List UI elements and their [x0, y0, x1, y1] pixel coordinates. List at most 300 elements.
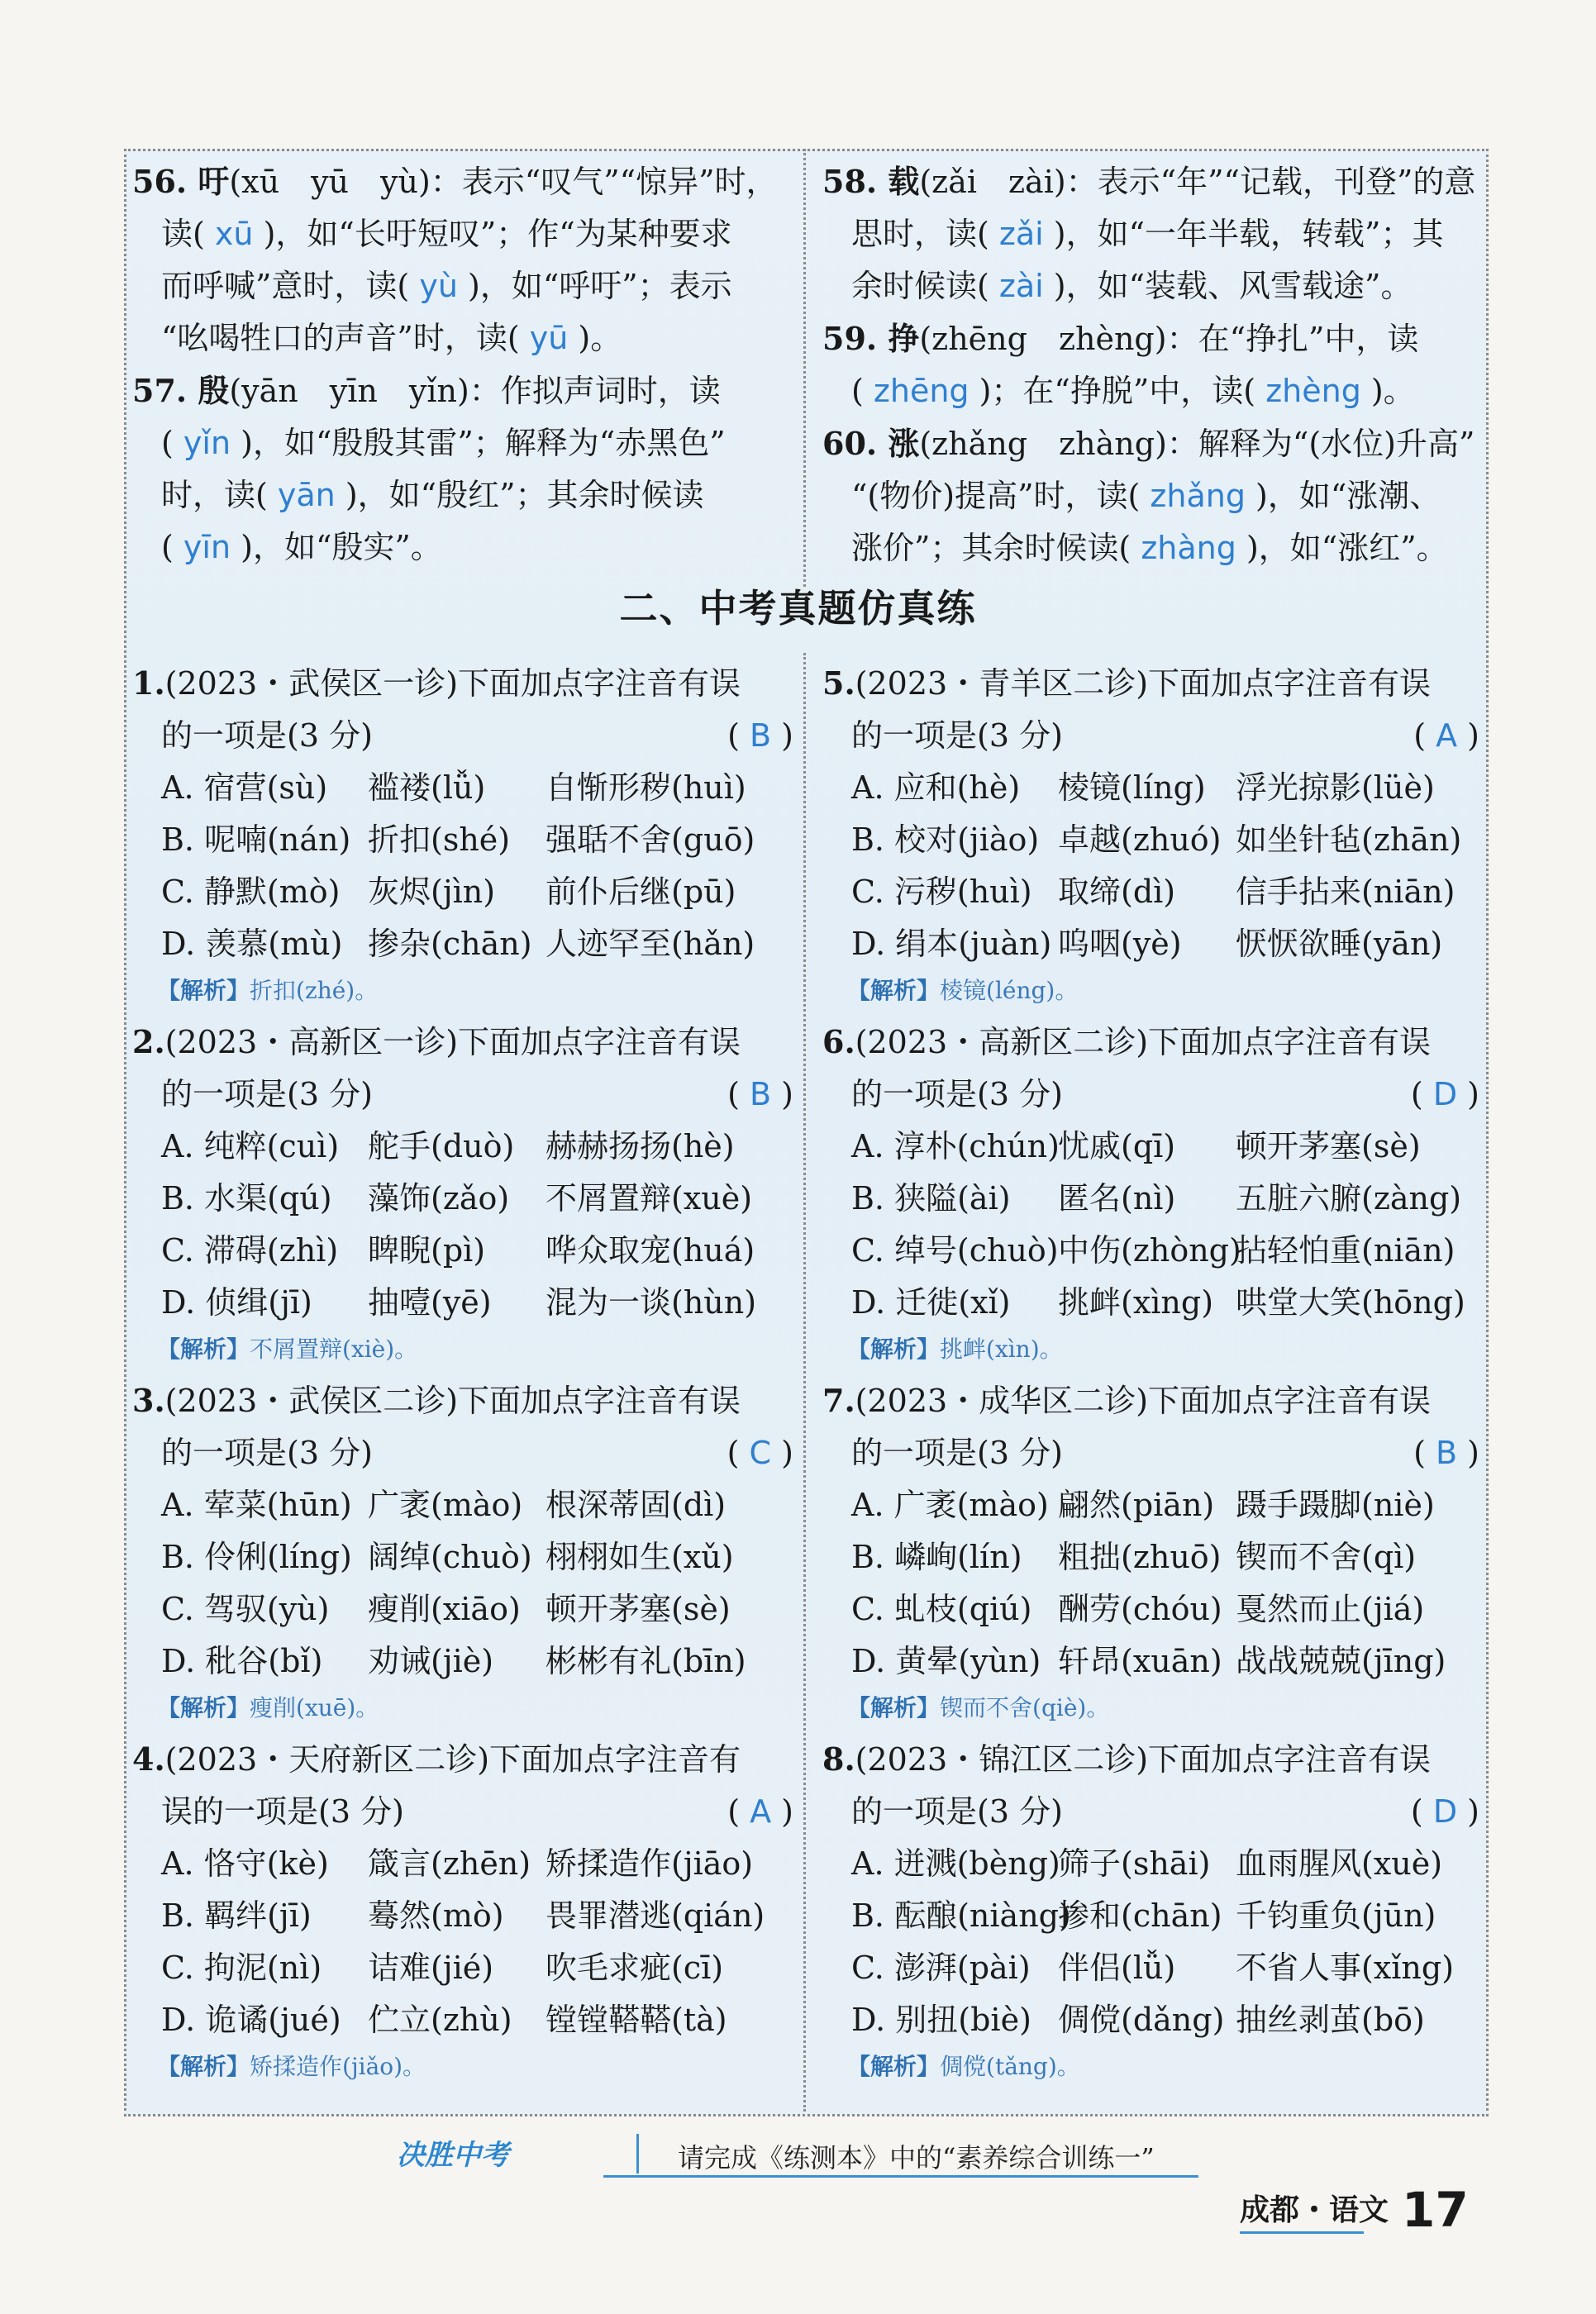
option-word: 箴言(zhēn) — [368, 1845, 531, 1882]
item-57 — [132, 364, 793, 574]
option-word: D. 秕谷(bǐ) — [161, 1643, 323, 1679]
option-row — [132, 1479, 793, 1531]
questions-left-column — [132, 657, 793, 2088]
footer-underline — [603, 2175, 1198, 2178]
answer-fill: zhàng — [1131, 530, 1246, 566]
bracket: ) — [781, 717, 793, 754]
option-word: A. 纯粹(cuì) — [161, 1128, 340, 1164]
analysis-tag: 【解析】 — [847, 977, 941, 1004]
text-segment: )，如“装载、风雪载途”。 — [1053, 268, 1413, 304]
question-number: 3. — [132, 1382, 165, 1419]
answer-fill: zhèng — [1255, 373, 1371, 409]
footer-banner — [397, 2132, 1207, 2182]
option-word: 戛然而止(jiá) — [1236, 1591, 1425, 1627]
questions-right-column — [822, 657, 1479, 2088]
answer-bracket — [727, 710, 793, 762]
option-word: A. 宿营(sù) — [161, 769, 328, 806]
question-text: 的一项是(3 分) — [851, 717, 1063, 754]
option-word: D. 侦缉(jī) — [161, 1284, 312, 1321]
text-line — [132, 208, 793, 260]
answer-letter: A — [1426, 717, 1468, 754]
option-word: C. 拘泥(nì) — [161, 1950, 322, 1986]
option-row — [822, 1942, 1479, 1994]
text-segment: )。 — [578, 320, 622, 356]
question-stem — [822, 657, 1479, 710]
question-text: (2023・高新区一诊)下面加点字注音有误 — [164, 1024, 741, 1060]
text-segment: (yān yīn yǐn)：作拟声词时，读 — [229, 373, 721, 409]
analysis-text: 挑衅(xìn)。 — [940, 1336, 1063, 1363]
option-word: 战战兢兢(jīng) — [1236, 1643, 1446, 1679]
text-segment: )，如“涨红”。 — [1246, 530, 1448, 566]
option-word: C. 驾驭(yù) — [161, 1591, 330, 1627]
option-word: 哄堂大笑(hōng) — [1236, 1284, 1465, 1321]
option-word: 筛子(shāi) — [1058, 1845, 1211, 1882]
option-word: D. 诡谲(jué) — [161, 2002, 341, 2038]
analysis-note — [822, 2046, 1479, 2088]
option-word: C. 澎湃(pài) — [851, 1950, 1031, 1986]
option-word: 粗拙(zhuō) — [1058, 1539, 1222, 1575]
text-line — [132, 260, 793, 312]
option-word: 灰烬(jìn) — [368, 874, 496, 910]
key-char: 挣 — [888, 320, 920, 357]
top-left-column — [132, 155, 793, 574]
question-stem-cont — [132, 1786, 793, 1838]
option-word: 哗众取宠(huá) — [545, 1232, 755, 1269]
bracket: ) — [1467, 717, 1479, 754]
option-row — [132, 1636, 793, 1688]
option-word: B. 伶俐(líng) — [161, 1539, 352, 1575]
answer-fill: yù — [409, 268, 468, 304]
text-segment: “(物价)提高”时，读( — [851, 478, 1141, 514]
option-word: A. 应和(hè) — [851, 769, 1021, 806]
option-word: 血雨腥风(xuè) — [1236, 1845, 1443, 1882]
bracket: ( — [1410, 1076, 1423, 1112]
analysis-tag: 【解析】 — [157, 1694, 250, 1721]
question-stem — [822, 1374, 1479, 1427]
answer-bracket — [727, 1786, 793, 1838]
page-info — [1240, 2182, 1469, 2238]
analysis-tag: 【解析】 — [847, 1694, 941, 1721]
analysis-tag: 【解析】 — [847, 1336, 941, 1363]
option-word: 混为一谈(hùn) — [545, 1284, 757, 1321]
question-text: 的一项是(3 分) — [851, 1076, 1063, 1112]
option-word: B. 校对(jiào) — [851, 821, 1040, 858]
text-line — [822, 470, 1479, 522]
text-segment: (zhēng zhèng)：在“挣扎”中，读 — [919, 321, 1419, 357]
option-row — [132, 1531, 793, 1583]
brand-logo: 决胜中考 — [397, 2139, 509, 2172]
text-line — [132, 155, 793, 208]
text-line — [132, 469, 793, 521]
text-segment: (zhǎng zhàng)：解释为“(水位)升高” — [919, 426, 1475, 462]
question-stem-cont — [132, 1069, 793, 1121]
option-word: A. 淳朴(chún) — [851, 1128, 1060, 1164]
text-segment: )，如“长吁短叹”；作“为某种要求 — [263, 216, 732, 252]
bracket: ) — [781, 1076, 793, 1112]
bracket: ( — [1413, 717, 1427, 754]
footer-separator — [636, 2134, 639, 2174]
bracket: ) — [781, 1435, 793, 1471]
option-word: 顿开茅塞(sè) — [1236, 1128, 1421, 1164]
analysis-note — [822, 1688, 1479, 1729]
option-row — [822, 762, 1479, 814]
text-segment: “吆喝牲口的声音”时，读( — [161, 320, 520, 356]
question-stem — [132, 1733, 793, 1786]
text-segment: )，如“殷实”。 — [241, 529, 442, 565]
bracket: ( — [727, 717, 740, 754]
item-number: 59. — [822, 320, 889, 357]
option-word: 伫立(zhù) — [368, 2002, 512, 2038]
question-stem-cont — [822, 1427, 1479, 1479]
question-stem-cont — [132, 1427, 793, 1479]
option-word: 翩然(piān) — [1058, 1487, 1215, 1523]
question-number: 2. — [132, 1023, 165, 1060]
question-number: 5. — [822, 664, 855, 702]
text-segment: )，如“一年半载，转载”；其 — [1053, 216, 1444, 252]
analysis-note — [822, 970, 1479, 1012]
question-block — [132, 1016, 793, 1371]
text-segment: )，如“呼吁”；表示 — [468, 268, 732, 304]
analysis-text: 折扣(zhé)。 — [250, 977, 379, 1004]
item-59 — [822, 312, 1479, 417]
option-row — [822, 1277, 1479, 1329]
option-word: 畏罪潜逃(qián) — [545, 1897, 765, 1934]
question-text: (2023・武侯区一诊)下面加点字注音有误 — [164, 665, 741, 702]
option-word: C. 虬枝(qiú) — [851, 1591, 1032, 1627]
question-stem — [132, 1374, 793, 1427]
answer-fill: yān — [267, 477, 345, 513]
option-word: 褴褛(lǚ) — [368, 769, 486, 806]
answer-fill: xū — [204, 216, 264, 252]
analysis-tag: 【解析】 — [157, 1336, 250, 1363]
option-row — [132, 1277, 793, 1329]
question-text: 的一项是(3 分) — [851, 1793, 1063, 1830]
question-text: 的一项是(3 分) — [161, 717, 373, 754]
column-divider-bottom — [803, 653, 806, 2112]
text-segment: ( — [851, 373, 864, 409]
answer-letter: A — [740, 1793, 782, 1830]
text-segment: 涨价”；其余时候读( — [851, 530, 1131, 566]
text-line — [822, 312, 1479, 365]
option-word: A. 恪守(kè) — [161, 1845, 329, 1882]
item-number: 60. — [822, 425, 889, 462]
item-60 — [822, 417, 1479, 574]
key-char: 涨 — [888, 425, 920, 462]
footer-instruction: 请完成《练测本》中的“素养综合训练一” — [678, 2142, 1155, 2174]
option-word: D. 羡慕(mù) — [161, 926, 343, 962]
option-row — [822, 1225, 1479, 1277]
option-word: 不屑置辩(xuè) — [545, 1180, 753, 1217]
option-word: A. 荤菜(hūn) — [161, 1487, 352, 1523]
question-stem-cont — [132, 710, 793, 762]
answer-bracket — [1411, 1069, 1479, 1121]
option-word: 酬劳(chóu) — [1058, 1591, 1222, 1627]
text-segment: ( — [161, 425, 174, 461]
option-word: 彬彬有礼(bīn) — [545, 1643, 746, 1679]
option-word: 蓦然(mò) — [368, 1897, 504, 1934]
analysis-tag: 【解析】 — [157, 977, 250, 1004]
answer-fill: zhēng — [863, 373, 979, 409]
option-word: 掺杂(chān) — [368, 926, 532, 962]
option-word: 根深蒂固(dì) — [545, 1487, 727, 1523]
option-word: 伴侣(lǚ) — [1058, 1950, 1176, 1986]
question-number: 8. — [822, 1740, 855, 1778]
text-segment: 而呼喊”意时，读( — [161, 268, 410, 304]
option-row — [822, 1994, 1479, 2046]
analysis-text: 棱镜(léng)。 — [940, 977, 1079, 1004]
option-word: 蹑手蹑脚(niè) — [1236, 1487, 1435, 1523]
answer-letter: D — [1422, 1076, 1468, 1112]
bracket: ( — [727, 1435, 740, 1471]
text-segment: (zǎi zài)：表示“年”“记载，刊登”的意 — [919, 164, 1476, 200]
option-word: D. 绢本(juàn) — [851, 926, 1052, 962]
option-word: 呜咽(yè) — [1058, 926, 1182, 962]
option-row — [132, 866, 793, 918]
bracket: ) — [1467, 1076, 1479, 1112]
option-word: 镗镗鞳鞳(tà) — [545, 2002, 727, 2038]
city-subject: 成都・语文 — [1240, 2193, 1389, 2227]
option-word: 拈轻怕重(niān) — [1236, 1232, 1455, 1269]
option-word: 不省人事(xǐng) — [1236, 1950, 1455, 1986]
text-segment: )；在“挣脱”中，读( — [979, 373, 1256, 409]
option-row — [822, 918, 1479, 970]
text-segment: 思时，读( — [851, 216, 989, 252]
option-word: 劝诫(jiè) — [368, 1643, 494, 1679]
option-word: B. 水渠(qú) — [161, 1180, 332, 1217]
page-info-underline — [1240, 2231, 1364, 2234]
option-word: 折扣(shé) — [368, 821, 511, 858]
item-56 — [132, 155, 793, 364]
option-word: 忧戚(qī) — [1058, 1128, 1176, 1164]
analysis-text: 矫揉造作(jiǎo)。 — [250, 2053, 426, 2080]
option-word: 轩昂(xuān) — [1058, 1643, 1222, 1679]
section-title: 二、中考真题仿真练 — [619, 586, 977, 631]
text-segment: ( — [161, 529, 174, 565]
key-char: 殷 — [198, 372, 230, 409]
text-line — [822, 417, 1479, 470]
option-word: 诘难(jié) — [368, 1950, 494, 1986]
option-row — [132, 762, 793, 814]
option-word: C. 污秽(huì) — [851, 874, 1032, 910]
option-word: 倜傥(dǎng) — [1058, 2002, 1225, 2038]
analysis-note — [132, 1329, 793, 1370]
analysis-text: 不屑置辩(xiè)。 — [250, 1336, 418, 1363]
option-row — [822, 866, 1479, 918]
option-row — [822, 1121, 1479, 1173]
text-segment: )。 — [1370, 373, 1415, 409]
answer-letter: B — [1425, 1435, 1468, 1471]
page-number: 17 — [1402, 2182, 1469, 2238]
option-word: 匿名(nì) — [1058, 1180, 1176, 1217]
option-word: 棱镜(líng) — [1058, 769, 1206, 806]
question-stem — [822, 1016, 1479, 1069]
text-segment: 余时候读( — [851, 268, 989, 304]
option-word: C. 滞碍(zhì) — [161, 1232, 339, 1269]
question-text: (2023・成华区二诊)下面加点字注音有误 — [855, 1383, 1432, 1419]
text-line — [132, 521, 793, 574]
option-row — [132, 1890, 793, 1942]
question-text: (2023・青羊区二诊)下面加点字注音有误 — [855, 665, 1432, 702]
answer-fill: zài — [989, 268, 1054, 304]
option-word: 中伤(zhòng) — [1058, 1232, 1241, 1269]
question-block — [132, 1374, 793, 1730]
question-number: 4. — [132, 1740, 165, 1778]
option-word: 五脏六腑(zàng) — [1236, 1180, 1462, 1217]
question-stem — [822, 1733, 1479, 1786]
question-text: 的一项是(3 分) — [851, 1435, 1063, 1471]
analysis-note — [132, 970, 793, 1012]
text-segment: )，如“涨潮、 — [1255, 478, 1441, 514]
option-word: 抽丝剥茧(bō) — [1236, 2002, 1425, 2038]
text-line — [822, 155, 1479, 208]
answer-fill: yǐn — [173, 425, 241, 461]
option-word: D. 别扭(biè) — [851, 2002, 1031, 2038]
item-number: 57. — [132, 372, 198, 409]
answer-bracket — [727, 1427, 793, 1479]
question-number: 7. — [822, 1382, 855, 1419]
option-word: 人迹罕至(hǎn) — [545, 926, 755, 962]
answer-fill: yīn — [173, 529, 241, 565]
answer-fill: zhǎng — [1140, 478, 1256, 514]
option-word: 掺和(chān) — [1058, 1897, 1222, 1934]
option-row — [132, 814, 793, 866]
option-row — [132, 1173, 793, 1225]
option-row — [822, 1890, 1479, 1942]
option-word: 赫赫扬扬(hè) — [545, 1128, 735, 1164]
question-text: 的一项是(3 分) — [161, 1076, 373, 1112]
option-word: C. 静默(mò) — [161, 874, 341, 910]
bracket: ) — [1467, 1435, 1479, 1471]
option-word: 卓越(zhuó) — [1058, 821, 1222, 858]
option-word: 千钧重负(jūn) — [1236, 1897, 1436, 1934]
option-word: B. 呢喃(nán) — [161, 821, 351, 858]
question-stem — [132, 657, 793, 710]
option-word: 广袤(mào) — [368, 1487, 523, 1523]
option-word: B. 酝酿(niàng) — [851, 1897, 1071, 1934]
option-row — [822, 1583, 1479, 1636]
option-row — [132, 1942, 793, 1994]
answer-bracket — [1411, 1786, 1479, 1838]
question-block — [822, 1374, 1479, 1730]
question-stem-cont — [822, 1786, 1479, 1838]
question-text: (2023・天府新区二诊)下面加点字注音有 — [164, 1741, 741, 1778]
option-word: 吹毛求疵(cī) — [545, 1950, 724, 1986]
bracket: ( — [1410, 1793, 1423, 1830]
text-segment: 时，读( — [161, 477, 268, 513]
option-word: 信手拈来(niān) — [1236, 874, 1455, 910]
option-word: 前仆后继(pū) — [545, 874, 736, 910]
question-number: 6. — [822, 1023, 855, 1060]
text-segment: (xū yū yù)：表示“叹气”“惊异”时， — [229, 164, 778, 200]
text-line — [132, 312, 793, 364]
option-row — [132, 1583, 793, 1636]
option-word: B. 狭隘(ài) — [851, 1180, 1011, 1217]
top-right-column — [822, 155, 1479, 574]
text-line — [822, 208, 1479, 260]
analysis-text: 锲而不舍(qiè)。 — [940, 1694, 1110, 1721]
answer-letter: B — [739, 1076, 782, 1112]
analysis-note — [822, 1329, 1479, 1370]
answer-letter: B — [739, 717, 782, 754]
option-word: B. 羁绊(jī) — [161, 1897, 312, 1934]
option-row — [822, 1838, 1479, 1890]
answer-bracket — [1413, 1427, 1479, 1479]
answer-fill: zǎi — [989, 216, 1054, 252]
option-word: 取缔(dì) — [1058, 874, 1176, 910]
question-block — [822, 657, 1479, 1012]
option-word: A. 广袤(mào) — [851, 1487, 1049, 1523]
text-line — [132, 417, 793, 469]
option-word: B. 嶙峋(lín) — [851, 1539, 1022, 1575]
option-row — [132, 1225, 793, 1277]
option-word: 锲而不舍(qì) — [1236, 1539, 1417, 1575]
answer-bracket — [1413, 710, 1479, 762]
bracket: ) — [781, 1793, 793, 1830]
option-word: 恹恹欲睡(yān) — [1236, 926, 1443, 962]
question-text: (2023・锦江区二诊)下面加点字注音有误 — [855, 1741, 1432, 1778]
option-row — [822, 814, 1479, 866]
option-word: 瘦削(xiāo) — [368, 1591, 521, 1627]
option-word: 睥睨(pì) — [368, 1232, 486, 1269]
bracket: ( — [1413, 1435, 1426, 1471]
question-stem-cont — [822, 710, 1479, 762]
bracket: ( — [727, 1793, 741, 1830]
question-text: 误的一项是(3 分) — [161, 1793, 404, 1830]
option-row — [822, 1173, 1479, 1225]
option-word: D. 黄晕(yùn) — [851, 1643, 1041, 1679]
analysis-tag: 【解析】 — [847, 2053, 941, 2080]
option-row — [822, 1531, 1479, 1583]
option-row — [132, 918, 793, 970]
question-number: 1. — [132, 664, 165, 702]
item-number: 58. — [822, 163, 889, 200]
option-word: 浮光掠影(lüè) — [1236, 769, 1435, 806]
question-block — [132, 657, 793, 1012]
question-block — [822, 1016, 1479, 1371]
option-word: D. 迁徙(xǐ) — [851, 1284, 1011, 1321]
option-word: 挑衅(xìng) — [1058, 1284, 1214, 1321]
item-number: 56. — [132, 163, 198, 200]
option-row — [822, 1636, 1479, 1688]
question-text: (2023・武侯区二诊)下面加点字注音有误 — [164, 1383, 741, 1419]
item-58 — [822, 155, 1479, 312]
option-word: 顿开茅塞(sè) — [545, 1591, 731, 1627]
text-line — [132, 364, 793, 417]
option-word: C. 绰号(chuò) — [851, 1232, 1059, 1269]
text-line — [822, 260, 1479, 312]
option-row — [822, 1479, 1479, 1531]
question-stem — [132, 1016, 793, 1069]
text-line — [822, 522, 1479, 574]
option-word: 如坐针毡(zhān) — [1236, 821, 1462, 858]
option-word: 栩栩如生(xǔ) — [545, 1539, 734, 1575]
option-word: 阔绰(chuò) — [368, 1539, 532, 1575]
key-char: 载 — [888, 163, 920, 200]
text-line — [822, 365, 1479, 417]
answer-letter: C — [739, 1435, 782, 1471]
analysis-note — [132, 1688, 793, 1729]
question-text: 的一项是(3 分) — [161, 1435, 373, 1471]
text-segment: )，如“殷红”；其余时候读 — [345, 477, 704, 513]
option-row — [132, 1121, 793, 1173]
question-stem-cont — [822, 1069, 1479, 1121]
option-word: 矫揉造作(jiāo) — [545, 1845, 754, 1882]
bracket: ) — [1467, 1793, 1479, 1830]
answer-letter: D — [1422, 1793, 1468, 1830]
option-row — [132, 1994, 793, 2046]
analysis-note — [132, 2046, 793, 2088]
analysis-text: 瘦削(xuē)。 — [250, 1694, 379, 1721]
